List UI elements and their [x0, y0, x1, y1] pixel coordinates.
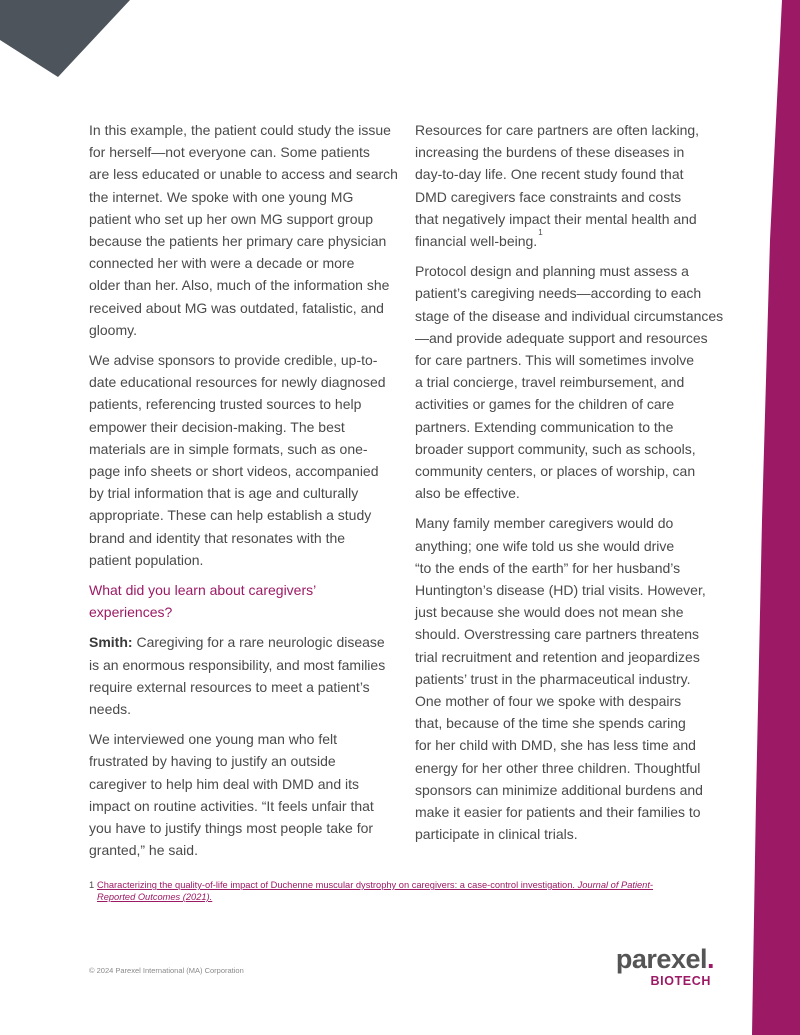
- text-line: community centers, or places of worship, can: [415, 463, 696, 480]
- text-line: —and provide adequate support and resources: [415, 329, 708, 346]
- accent-side-band: [750, 0, 800, 1035]
- footnote-journal: Journal of Patient-: [577, 880, 654, 890]
- speaker-name: Smith:: [89, 634, 133, 651]
- text-line: We interviewed one young man who felt: [89, 731, 337, 748]
- text-line: patients, referencing trusted sources to help: [89, 396, 362, 413]
- logo-subtitle: BIOTECH: [650, 974, 711, 988]
- text-line: Huntington’s disease (HD) trial visits. However,: [415, 582, 706, 599]
- paragraph-smith-answer: [89, 631, 391, 720]
- text-line: DMD caregivers face constraints and costs: [415, 188, 682, 205]
- text-line: are less educated or unable to access and search: [89, 166, 398, 183]
- footnote-reference[interactable]: 1: [538, 228, 543, 238]
- paragraph-patient-study: [89, 119, 398, 341]
- text-line: increasing the burdens of these diseases in: [415, 144, 685, 161]
- text-line: energy for her other three children. Thoughtful: [415, 759, 701, 776]
- text-line: Resources for care partners are often lacking,: [415, 122, 700, 138]
- text-line: require external resources to meet a patient’s: [89, 678, 370, 695]
- text-line: “to the ends of the earth” for her husband’s: [415, 559, 681, 576]
- text-line: gloomy.: [89, 321, 137, 338]
- footnote: [89, 879, 709, 903]
- text-line: anything; one wife told us she would drive: [415, 537, 675, 554]
- text-line: In this example, the patient could study the issue: [89, 122, 391, 138]
- text-line: empower their decision-making. The best: [89, 418, 345, 435]
- text-line: that, because of the time she spends caring: [415, 715, 686, 732]
- text-line: for her child with DMD, she has less time and: [415, 737, 696, 754]
- text-line: should. Overstressing care partners threatens: [415, 626, 700, 643]
- footnote-link[interactable]: [97, 879, 709, 903]
- text-line: appropriate. These can help establish a study: [89, 507, 372, 524]
- text-line: frustrated by having to justify an outside: [89, 753, 336, 770]
- footnote-line: [97, 891, 709, 903]
- footnote-journal: Reported Outcomes (2021).: [97, 892, 213, 902]
- text-line: [89, 631, 391, 653]
- parexel-biotech-logo: [600, 944, 720, 990]
- text-line: stage of the disease and individual circumstances: [415, 307, 724, 324]
- text-line: impact on routine activities. “It feels unfair that: [89, 797, 374, 814]
- text-line: patients’ trust in the pharmaceutical industry.: [415, 670, 691, 687]
- paragraph-sponsor-advice: [89, 349, 391, 571]
- text-line: day-to-day life. One recent study found that: [415, 166, 684, 183]
- text-line: connected her with were a decade or more: [89, 255, 355, 272]
- copyright-notice: © 2024 Parexel International (MA) Corporation: [89, 966, 244, 975]
- text-line: partners. Extending communication to the: [415, 418, 674, 435]
- text-line: date educational resources for newly diagnosed: [89, 374, 386, 391]
- text-line: page info sheets or short videos, accompanied: [89, 463, 379, 480]
- text-fragment: Caregiving for a rare neurologic disease: [132, 634, 385, 651]
- text-line: [415, 230, 720, 252]
- logo-dot: .: [706, 944, 714, 974]
- text-line: because the patients her primary care physician: [89, 233, 387, 250]
- text-line: activities or games for the children of care: [415, 396, 675, 413]
- text-line: sponsors can minimize additional burdens and: [415, 781, 703, 798]
- footnote-number: 1: [89, 880, 95, 890]
- paragraph-resources: [415, 119, 720, 252]
- interview-question: [89, 579, 391, 623]
- text-line: is an enormous responsibility, and most families: [89, 656, 386, 673]
- text-line: for herself—not everyone can. Some patients: [89, 144, 370, 161]
- text-fragment: financial well-being.: [415, 233, 538, 250]
- right-column: [415, 119, 724, 854]
- text-line: also be effective.: [415, 485, 520, 502]
- text-line: participate in clinical trials.: [415, 826, 578, 843]
- text-line: patient population.: [89, 551, 204, 568]
- corner-decoration: [0, 0, 135, 80]
- text-line: One mother of four we spoke with despairs: [415, 693, 682, 710]
- left-column: [89, 119, 398, 870]
- text-line: patient who set up her own MG support group: [89, 210, 374, 227]
- question-line: What did you learn about caregivers’: [89, 582, 317, 599]
- text-line: trial recruitment and retention and jeopardizes: [415, 648, 700, 665]
- text-line: brand and identity that resonates with the: [89, 529, 346, 546]
- text-line: received about MG was outdated, fatalistic, and: [89, 299, 384, 316]
- text-line: the internet. We spoke with one young MG: [89, 188, 354, 205]
- text-line: We advise sponsors to provide credible, up-to-: [89, 352, 378, 369]
- text-line: for care partners. This will sometimes involve: [415, 352, 695, 369]
- text-line: needs.: [89, 701, 132, 718]
- question-line: experiences?: [89, 604, 173, 621]
- footnote-title: Characterizing the quality-of-life impact of Duchenne muscular dystrophy on caregivers: a case-control investigation.: [97, 880, 578, 890]
- text-line: older than her. Also, much of the information she: [89, 277, 390, 294]
- text-line: that negatively impact their mental health and: [415, 210, 697, 227]
- logo-wordmark: [616, 944, 714, 975]
- text-line: broader support community, such as schools,: [415, 440, 696, 457]
- text-line: patient’s caregiving needs—according to each: [415, 285, 702, 302]
- text-line: materials are in simple formats, such as one-: [89, 440, 368, 457]
- text-line: a trial concierge, travel reimbursement, and: [415, 374, 685, 391]
- text-line: you have to justify things most people take for: [89, 820, 374, 837]
- paragraph-young-man: [89, 728, 391, 861]
- paragraph-protocol-design: [415, 260, 724, 504]
- paragraph-family-caregivers: [415, 512, 720, 845]
- text-line: Protocol design and planning must assess a: [415, 263, 689, 280]
- text-line: Many family member caregivers would do: [415, 515, 674, 532]
- text-line: caregiver to help him deal with DMD and its: [89, 775, 360, 792]
- text-line: by trial information that is age and culturally: [89, 485, 359, 502]
- text-line: granted,” he said.: [89, 842, 198, 859]
- footnote-line: [97, 879, 709, 891]
- text-line: make it easier for patients and their families to: [415, 804, 701, 821]
- logo-word-text: parexel: [615, 944, 707, 974]
- text-line: just because she would does not mean she: [415, 604, 684, 621]
